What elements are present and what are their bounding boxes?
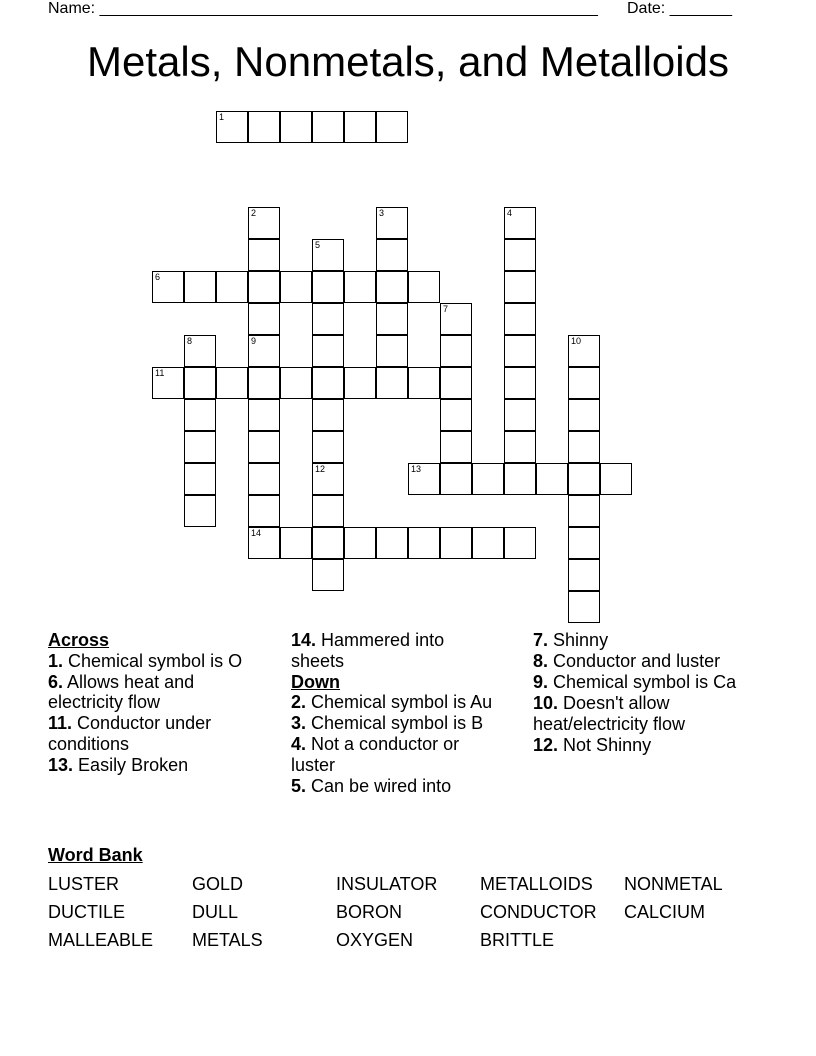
grid-cell[interactable] bbox=[216, 271, 248, 303]
page-title: Metals, Nonmetals, and Metalloids bbox=[87, 38, 729, 85]
grid-cell[interactable] bbox=[248, 335, 280, 367]
clue-down-3 bbox=[291, 713, 501, 734]
clue-text: Not Shinny bbox=[563, 734, 652, 755]
grid-cell[interactable] bbox=[568, 335, 600, 367]
clues-column-3 bbox=[533, 630, 763, 756]
grid-cell[interactable] bbox=[312, 335, 344, 367]
grid-cell[interactable] bbox=[568, 495, 600, 527]
word-bank-item: METALLOIDS bbox=[480, 874, 593, 894]
clue-number: 12. bbox=[533, 734, 559, 755]
clue-number: 11. bbox=[48, 713, 73, 733]
clue-number: 10. bbox=[533, 693, 559, 713]
word-bank-title: Word Bank bbox=[48, 845, 143, 865]
cell-number: 8 bbox=[187, 336, 193, 346]
grid-cell[interactable] bbox=[504, 207, 536, 239]
grid-cell[interactable] bbox=[504, 431, 536, 463]
grid-cell[interactable] bbox=[312, 239, 344, 271]
grid-cell[interactable] bbox=[184, 463, 216, 495]
grid-cell[interactable] bbox=[440, 431, 472, 463]
grid-cell[interactable] bbox=[376, 111, 408, 143]
clue-number: 3. bbox=[291, 713, 307, 733]
word-bank-item: BORON bbox=[336, 902, 403, 922]
grid-cell[interactable] bbox=[280, 271, 312, 303]
grid-cell[interactable] bbox=[408, 367, 440, 399]
grid-cell[interactable] bbox=[568, 367, 600, 399]
grid-cell[interactable] bbox=[216, 111, 248, 143]
word-bank-item: CALCIUM bbox=[624, 902, 706, 922]
grid-cell[interactable] bbox=[504, 335, 536, 367]
grid-cell[interactable] bbox=[248, 207, 280, 239]
word-bank-item: MALLEABLE bbox=[48, 930, 154, 950]
grid-cell[interactable] bbox=[408, 527, 440, 559]
clue-text: Chemical symbol is O bbox=[68, 650, 243, 671]
word-bank-item: GOLD bbox=[192, 874, 244, 894]
grid-cell[interactable] bbox=[248, 463, 280, 495]
clue-across-1 bbox=[48, 651, 258, 672]
grid-cell[interactable] bbox=[248, 527, 280, 559]
cell-number: 1 bbox=[219, 112, 225, 122]
cell-number: 4 bbox=[507, 208, 513, 218]
grid-cell[interactable] bbox=[312, 495, 344, 527]
word-bank-item: BRITTLE bbox=[480, 930, 555, 950]
grid-cell[interactable] bbox=[568, 431, 600, 463]
clues-column-2 bbox=[291, 630, 501, 797]
down-heading: Down bbox=[291, 671, 340, 692]
clue-number: 1. bbox=[48, 650, 64, 671]
grid-cell[interactable] bbox=[152, 367, 184, 399]
cell-number: 11 bbox=[155, 368, 165, 378]
clue-text: Easily Broken bbox=[78, 754, 189, 775]
grid-cell[interactable] bbox=[440, 463, 472, 495]
grid-cell[interactable] bbox=[504, 463, 536, 495]
name-field[interactable]: Name: ________________________________________________________ bbox=[48, 0, 598, 17]
grid-cell[interactable] bbox=[344, 527, 376, 559]
grid-cell[interactable] bbox=[376, 335, 408, 367]
word-bank-item: LUSTER bbox=[48, 874, 120, 894]
clues-column-1 bbox=[48, 630, 258, 776]
grid-cell[interactable] bbox=[312, 559, 344, 591]
grid-cell[interactable] bbox=[504, 239, 536, 271]
clue-down-2 bbox=[291, 692, 501, 713]
grid-cell[interactable] bbox=[344, 367, 376, 399]
grid-cell[interactable] bbox=[568, 559, 600, 591]
grid-cell[interactable] bbox=[184, 399, 216, 431]
grid-cell[interactable] bbox=[248, 431, 280, 463]
word-bank-item: OXYGEN bbox=[336, 930, 414, 950]
clue-number: 2. bbox=[291, 692, 307, 712]
grid-cell[interactable] bbox=[184, 367, 216, 399]
grid-cell[interactable] bbox=[376, 271, 408, 303]
grid-cell[interactable] bbox=[280, 527, 312, 559]
word-bank-item: INSULATOR bbox=[336, 874, 438, 894]
grid-cell[interactable] bbox=[280, 111, 312, 143]
grid-cell[interactable] bbox=[440, 335, 472, 367]
grid-cell[interactable] bbox=[600, 463, 632, 495]
clue-text: Conductor and luster bbox=[553, 651, 721, 671]
cell-number: 10 bbox=[571, 336, 582, 346]
cell-number: 6 bbox=[155, 272, 161, 282]
grid-cell[interactable] bbox=[536, 463, 568, 495]
clue-across-11 bbox=[48, 713, 258, 754]
cell-number: 9 bbox=[251, 336, 257, 346]
grid-cell[interactable] bbox=[312, 399, 344, 431]
grid-cell[interactable] bbox=[440, 367, 472, 399]
clue-number: 5. bbox=[291, 775, 307, 796]
word-bank-item: METALS bbox=[192, 930, 263, 950]
grid-cell[interactable] bbox=[568, 527, 600, 559]
grid-cell[interactable] bbox=[312, 527, 344, 559]
clue-text: Shinny bbox=[553, 630, 609, 650]
grid-cell[interactable] bbox=[248, 111, 280, 143]
grid-cell[interactable] bbox=[568, 591, 600, 623]
grid-cell[interactable] bbox=[184, 495, 216, 527]
clue-down-7 bbox=[533, 630, 763, 651]
cell-number: 12 bbox=[315, 464, 326, 474]
clue-number: 9. bbox=[533, 672, 549, 692]
clue-down-10 bbox=[533, 693, 763, 734]
word-bank-item: DULL bbox=[192, 902, 239, 922]
clue-number: 6. bbox=[48, 671, 64, 692]
grid-cell[interactable] bbox=[248, 271, 280, 303]
across-heading: Across bbox=[48, 630, 110, 650]
cell-number: 2 bbox=[251, 208, 257, 218]
grid-cell[interactable] bbox=[152, 271, 184, 303]
grid-cell[interactable] bbox=[376, 367, 408, 399]
clue-across-14 bbox=[291, 630, 501, 671]
word-bank-item: NONMETAL bbox=[624, 874, 723, 894]
grid-cell[interactable] bbox=[248, 239, 280, 271]
grid-cell[interactable] bbox=[376, 207, 408, 239]
grid-cell[interactable] bbox=[408, 463, 440, 495]
clue-text: Conductor under conditions bbox=[48, 713, 212, 754]
cell-number: 13 bbox=[411, 464, 422, 474]
clue-down-5 bbox=[291, 776, 501, 797]
clue-down-9 bbox=[533, 672, 763, 693]
grid-cell[interactable] bbox=[504, 271, 536, 303]
clue-down-12 bbox=[533, 735, 763, 756]
grid-cell[interactable] bbox=[504, 399, 536, 431]
grid-cell[interactable] bbox=[312, 303, 344, 335]
grid-cell[interactable] bbox=[280, 367, 312, 399]
grid-cell[interactable] bbox=[472, 463, 504, 495]
clue-text: Allows heat and electricity flow bbox=[48, 671, 195, 712]
grid-cell[interactable] bbox=[504, 367, 536, 399]
grid-cell[interactable] bbox=[312, 111, 344, 143]
clue-across-6 bbox=[48, 672, 258, 713]
cell-number: 14 bbox=[251, 528, 262, 538]
clue-text: Chemical symbol is B bbox=[311, 713, 484, 733]
word-bank-item: DUCTILE bbox=[48, 902, 126, 922]
clue-across-13 bbox=[48, 755, 258, 776]
grid-cell[interactable] bbox=[376, 303, 408, 335]
grid-cell[interactable] bbox=[568, 399, 600, 431]
clue-text: Chemical symbol is Ca bbox=[553, 672, 737, 692]
grid-cell[interactable] bbox=[184, 271, 216, 303]
grid-cell[interactable] bbox=[504, 303, 536, 335]
clue-number: 13. bbox=[48, 754, 74, 775]
grid-cell[interactable] bbox=[312, 367, 344, 399]
grid-cell[interactable] bbox=[248, 367, 280, 399]
grid-cell[interactable] bbox=[376, 239, 408, 271]
grid-cell[interactable] bbox=[472, 527, 504, 559]
grid-cell[interactable] bbox=[312, 463, 344, 495]
clue-number: 8. bbox=[533, 651, 549, 671]
clue-text: Hammered into sheets bbox=[291, 630, 445, 671]
clue-text: Not a conductor or luster bbox=[291, 734, 460, 775]
clue-text: Can be wired into bbox=[311, 775, 452, 796]
cell-number: 3 bbox=[379, 208, 385, 218]
grid-cell[interactable] bbox=[312, 431, 344, 463]
cell-number: 5 bbox=[315, 240, 321, 250]
clue-number: 14. bbox=[291, 630, 317, 650]
word-bank-item: CONDUCTOR bbox=[480, 902, 597, 922]
grid-cell[interactable] bbox=[344, 271, 376, 303]
date-field[interactable]: Date: _______ bbox=[627, 0, 732, 17]
grid-cell[interactable] bbox=[184, 431, 216, 463]
grid-cell[interactable] bbox=[312, 271, 344, 303]
grid-cell[interactable] bbox=[216, 367, 248, 399]
clue-down-4 bbox=[291, 734, 501, 775]
grid-cell[interactable] bbox=[248, 399, 280, 431]
grid-cell[interactable] bbox=[440, 527, 472, 559]
grid-cell[interactable] bbox=[568, 463, 600, 495]
cell-number: 7 bbox=[443, 304, 449, 314]
grid-cell[interactable] bbox=[344, 111, 376, 143]
grid-cell[interactable] bbox=[248, 495, 280, 527]
grid-cell[interactable] bbox=[440, 399, 472, 431]
grid-cell[interactable] bbox=[440, 303, 472, 335]
clue-number: 7. bbox=[533, 630, 549, 650]
clue-text: Chemical symbol is Au bbox=[311, 692, 493, 712]
grid-cell[interactable] bbox=[248, 303, 280, 335]
clue-number: 4. bbox=[291, 734, 307, 754]
grid-cell[interactable] bbox=[504, 527, 536, 559]
clue-text: Doesn't allow heat/electricity flow bbox=[533, 693, 686, 734]
grid-cell[interactable] bbox=[408, 271, 440, 303]
grid-cell[interactable] bbox=[376, 527, 408, 559]
clue-down-8 bbox=[533, 651, 763, 672]
grid-cell[interactable] bbox=[184, 335, 216, 367]
